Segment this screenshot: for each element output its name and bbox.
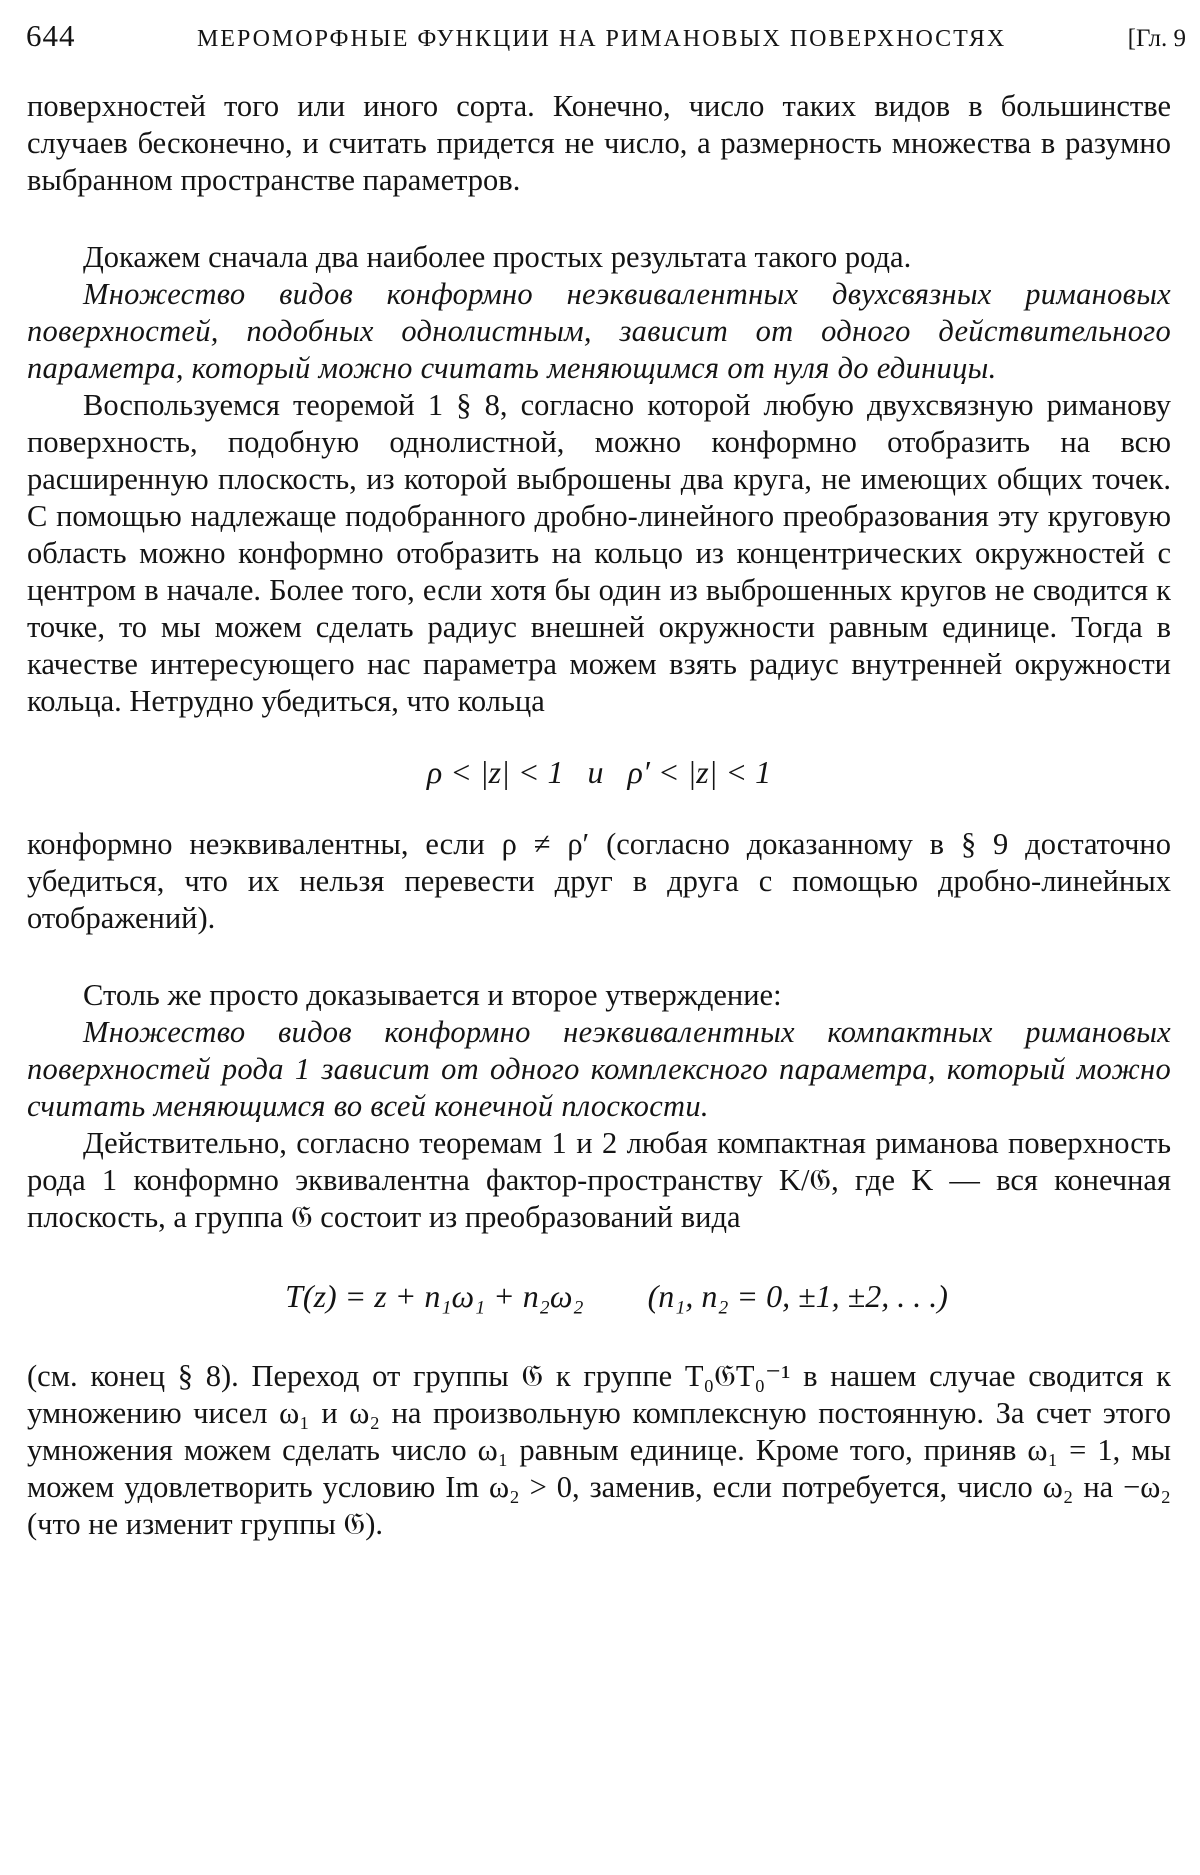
theorem-first: Множество видов конформно неэквивалентных двухсвязных римановых поверхностей, подобных однолистным, зависит от одного действительного параметра, который можно считать меняющимся от нуля до единицы. (27, 277, 1171, 385)
paragraph-nonequivalence: конформно неэквивалентны, если ρ ≠ ρ′ (согласно доказанному в § 9 достаточно убедиться, что их нельзя перевести друг в друга с помощью дробно-линейных отображений). (27, 827, 1171, 935)
theorem-second: Множество видов конформно неэквивалентных компактных римановых поверхностей рода 1 зависит от одного комплексного параметра, который можно считать меняющимся во всей конечной плоскости. (27, 1015, 1171, 1123)
formula-rings: ρ < |z| < 1 и ρ′ < |z| < 1 (426, 754, 772, 790)
proof-second: Действительно, согласно теоремам 1 и 2 любая компактная риманова поверхность рода 1 конформно эквивалентна фактор-пространству K/𝔊, где K — вся конечная плоскость, а группа 𝔊 состоит из преобразований вида (27, 1126, 1171, 1234)
paragraph-continuation: поверхностей того или иного сорта. Конечно, число таких видов в большинстве случаев бесконечно, и считать придется не число, а размерность множества в разумно выбранном пространстве параметров. (27, 89, 1171, 197)
formula-transformation: T(z) = z + n₁ω₁ + n₂ω₂ (n₁, n₂ = 0, ±1, ±2, . . .) (285, 1278, 948, 1314)
paragraph-second-claim: Столь же просто доказывается и второе утверждение: (83, 978, 782, 1012)
page-number: 644 (26, 18, 76, 53)
page-header (26, 18, 1186, 68)
section-gap (27, 937, 1171, 977)
chapter-label: [Гл. 9 (1127, 25, 1186, 52)
paragraph-intro: Докажем сначала два наиболее простых результата такого рода. (83, 240, 912, 274)
proof-first: Воспользуемся теоремой 1 § 8, согласно которой любую двухсвязную риманову поверхность, подобную однолистной, можно конформно отобразить на всю расширенную плоскость, из которой выброшены два круга, не имеющих общих точек. С помощью надлежаще подобранного дробно-линейного преобразования эту круговую область можно конформно отобразить на кольцо из концентрических окружностей с центром в начале. Более того, если хотя бы один из выброшенных кругов не сводится к точке, то мы можем сделать радиус внешней окружности равным единице. Тогда в качестве интересующего нас параметра можем взять радиус внутренней окружности кольца. Нетрудно убедиться, что кольца (27, 388, 1171, 718)
paragraph-conclusion: (см. конец § 8). Переход от группы 𝔊 к группе T₀𝔊T₀⁻¹ в нашем случае сводится к умножению чисел ω₁ и ω₂ на произвольную комплексную постоянную. За счет этого умножения можем сделать число ω₁ равным единице. Кроме того, приняв ω₁ = 1, мы можем удовлетворить условию Im ω₂ > 0, заменив, если потребуется, число ω₂ на −ω₂ (что не изменит группы 𝔊). (27, 1359, 1171, 1541)
running-title: МЕРОМОРФНЫЕ ФУНКЦИИ НА РИМАНОВЫХ ПОВЕРХНОСТЯХ (196, 26, 1007, 52)
main-text (27, 88, 1171, 1543)
section-gap (27, 199, 1171, 239)
